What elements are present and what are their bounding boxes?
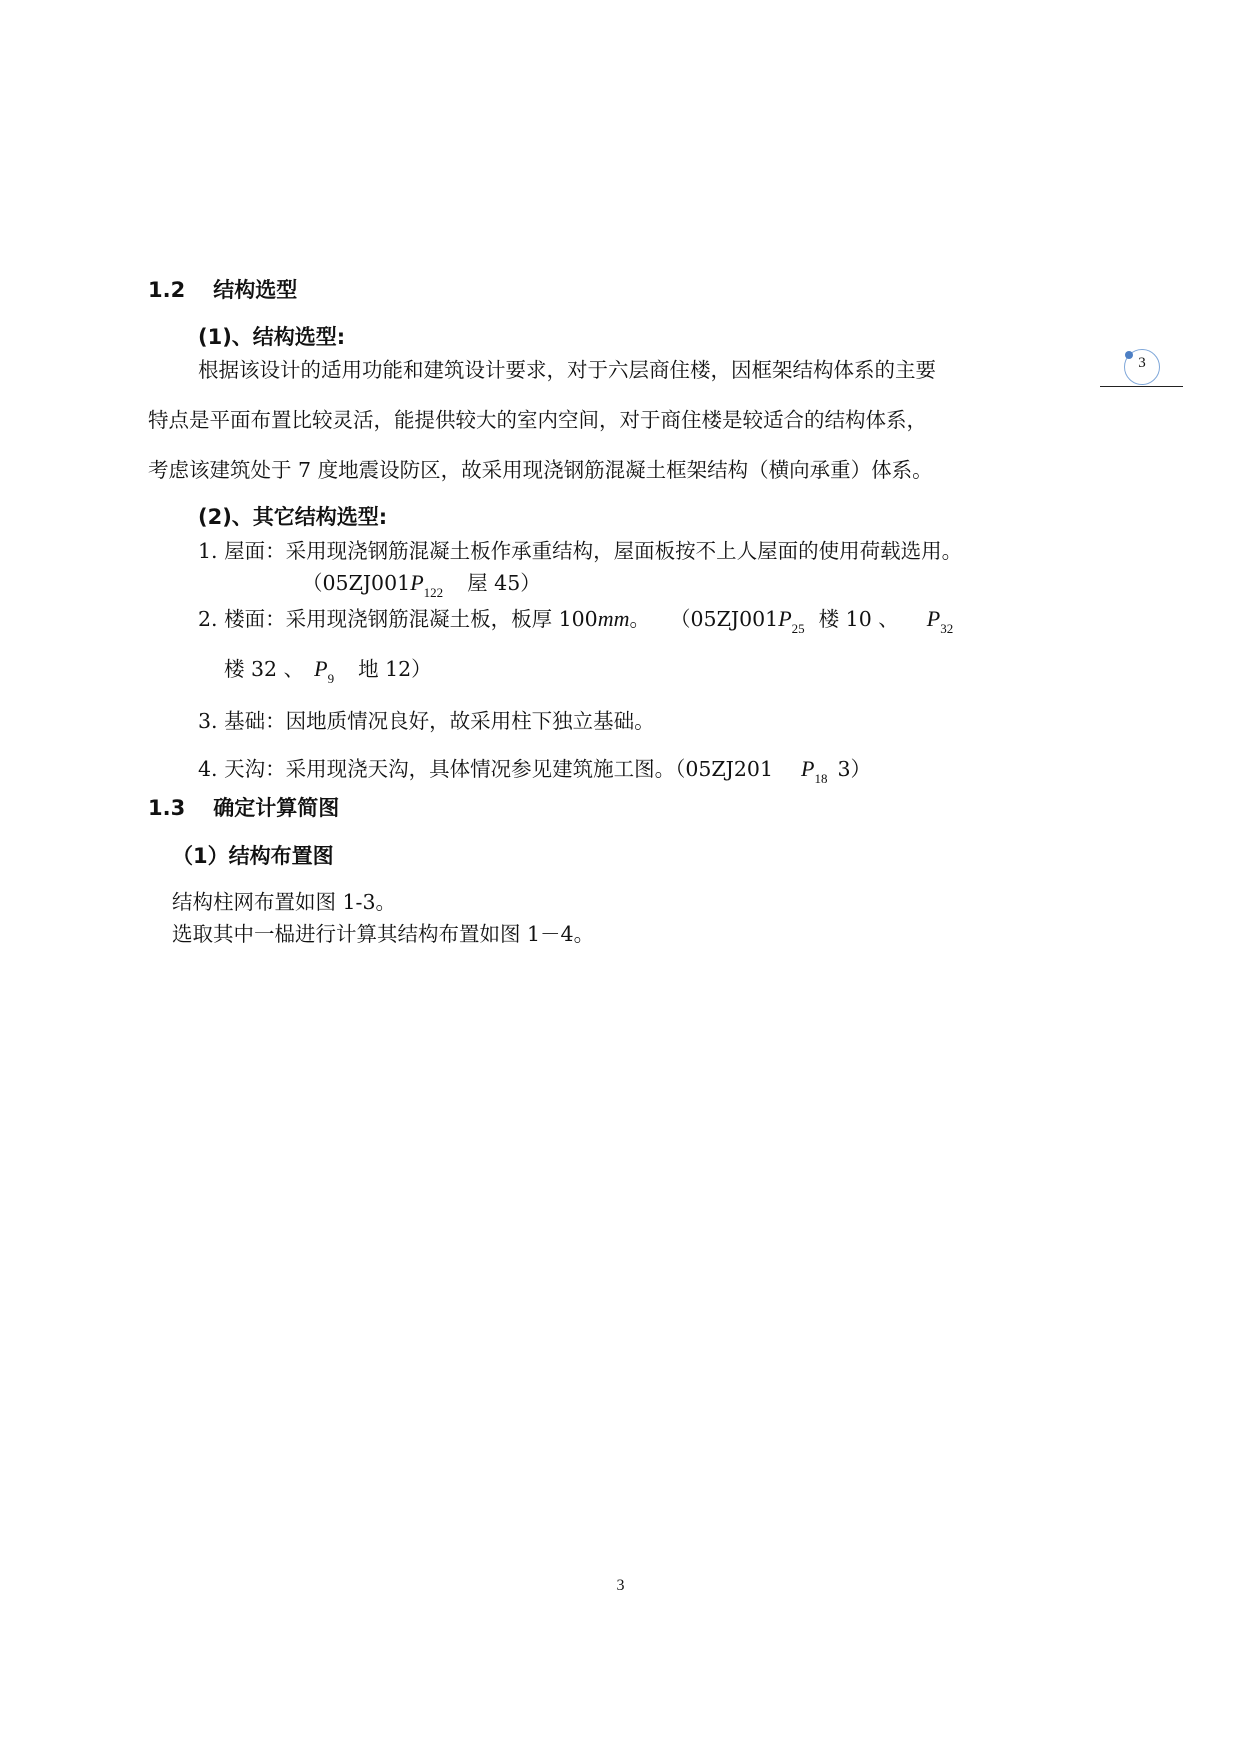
page-number: 3 (616, 1577, 625, 1594)
ref-code: （05ZJ001 (302, 571, 411, 595)
comment-marker-icon[interactable] (1124, 349, 1160, 385)
paragraph-line-2: 特点是平面布置比较灵活，能提供较大的室内空间，对于商住楼是较适合的结构体系， (148, 408, 927, 432)
punct: 。 (629, 607, 651, 631)
ref-page-symbol: P (801, 756, 815, 781)
ref-page-symbol: P (926, 606, 941, 631)
comment-number: 3 (1138, 355, 1146, 371)
list-item-roof: 1. 屋面：采用现浇钢筋混凝土板作承重结构，屋面板按不上人屋面的使用荷载选用。 (198, 539, 963, 563)
ref-code: （05ZJ001 (670, 607, 779, 631)
section-heading-1-3 (148, 795, 339, 821)
ref-page-symbol: P (410, 570, 424, 595)
list-item-floor-cont (224, 656, 432, 685)
comment-anchor-line (1100, 386, 1183, 387)
ref-page-number: 25 (791, 621, 805, 636)
gutter-text: 4. 天沟：采用现浇天沟，具体情况参见建筑施工图。（05ZJ201 (198, 757, 773, 781)
ref-page-symbol: P (314, 656, 328, 681)
ref-page-number: 32 (940, 621, 954, 636)
section-heading-1-2 (148, 277, 297, 303)
paragraph-line-1: 根据该设计的适用功能和建筑设计要求，对于六层商住楼，因框架结构体系的主要 (198, 358, 936, 382)
ref-page-symbol: P (778, 606, 792, 631)
list-item-foundation: 3. 基础：因地质情况良好，故采用柱下独立基础。 (198, 709, 655, 733)
ref-page-number: 18 (814, 771, 828, 786)
ref-item: 屋 45） (467, 571, 541, 595)
list-item-roof-ref (302, 570, 541, 599)
ref-item: 楼 10 、 (818, 607, 899, 631)
section-title: 确定计算简图 (213, 796, 340, 820)
ref-item: 地 12） (358, 657, 432, 681)
section-number: 1.2 (148, 278, 186, 302)
ref-item: 楼 32 、 (224, 657, 305, 681)
list-item-gutter (198, 756, 871, 785)
paragraph-layout-2: 选取其中一榀进行计算其结构布置如图 1－4。 (172, 922, 595, 946)
ref-page-number: 9 (327, 671, 335, 686)
list-item-floor (198, 606, 953, 635)
ref-page-number: 122 (423, 585, 444, 600)
subsection-heading-2: (2)、其它结构选型: (198, 505, 388, 529)
subsection-heading-3: （1）结构布置图 (172, 844, 334, 868)
subsection-heading-1: (1)、结构选型: (198, 325, 346, 349)
floor-text: 2. 楼面：采用现浇钢筋混凝土板，板厚 100 (198, 607, 598, 631)
ref-item: 3） (837, 757, 871, 781)
paragraph-layout-1: 结构柱网布置如图 1-3。 (172, 890, 397, 914)
section-number: 1.3 (148, 796, 186, 820)
unit: mm (597, 606, 630, 631)
paragraph-line-3: 考虑该建筑处于 7 度地震设防区，故采用现浇钢筋混凝土框架结构（横向承重）体系。 (148, 458, 933, 482)
section-title: 结构选型 (213, 278, 298, 302)
